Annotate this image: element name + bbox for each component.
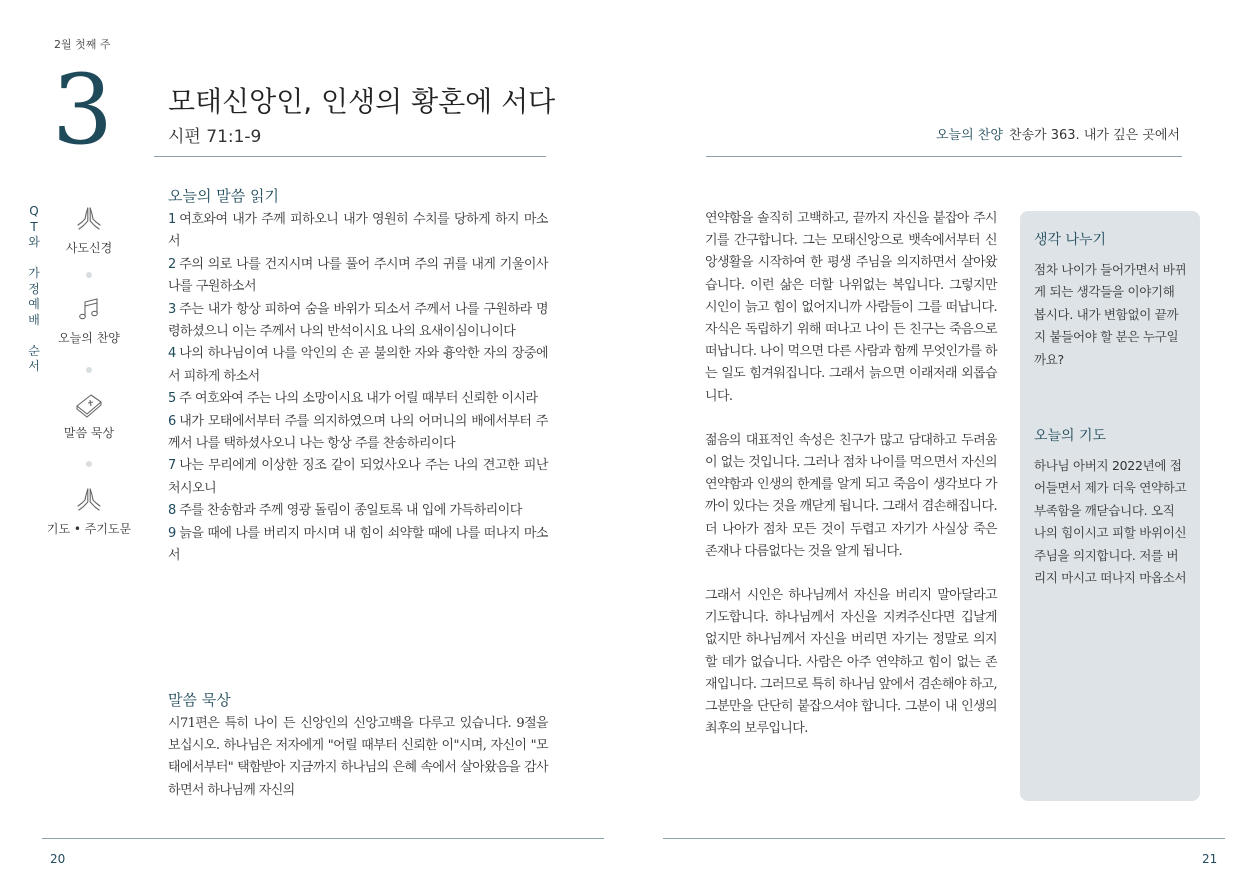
verse-number: 5	[168, 391, 177, 407]
footer-divider-right	[663, 838, 1225, 839]
praying-hands-icon	[75, 486, 103, 514]
verse: 9 늙을 때에 나를 버리지 마시며 내 힘이 쇠약할 때에 나를 떠나지 마소서	[168, 525, 548, 564]
side-dot	[86, 367, 92, 373]
meditation-text: 시71편은 특히 나이 든 신앙인의 신앙고백을 다루고 있습니다. 9절을 보십시오. 하나님은 저자에게 "어릴 때부터 신뢰한 이"시며, 자신이 "모태에서부터" 택함받아 지금까지 하나님의 은혜 속에서 살아왔음을 감사하면서 하나님께 자신의	[168, 716, 548, 798]
verse-number: 8	[168, 503, 177, 519]
footer-divider-left	[42, 838, 604, 839]
verse: 6 내가 모태에서부터 주를 의지하였으며 나의 어머니의 배에서부터 주께서 나를 택하셨사오니 나는 항상 주를 찬송하리이다	[168, 413, 548, 452]
bible-icon	[74, 392, 104, 418]
side-item-prayer	[39, 486, 139, 537]
todays-hymn	[936, 124, 1180, 143]
paragraph: 젊음의 대표적인 속성은 친구가 많고 담대하고 두려움이 없는 것입니다. 그러나 점차 나이를 먹으면서 자신의 연약함과 인생의 한계를 알게 되고 죽음이 생각보다 가까이 있다는 것을 깨닫게 됩니다. 그래서 겸손해집니다. 더 나아가 점차 모든 것이 두렵고 자기가 사실상 죽은 존재나 다름없다는 것을 알게 됩니다.	[705, 432, 997, 559]
verse: 7 나는 무리에게 이상한 징조 같이 되었사오나 주는 나의 견고한 피난처시오니	[168, 458, 548, 496]
verse: 5 주 여호와여 주는 나의 소망이시요 내가 어릴 때부터 신뢰한 이시라	[168, 391, 538, 407]
side-item-label: 기도 • 주기도문	[46, 522, 132, 536]
side-item-apostles-creed	[39, 205, 139, 256]
page-number-right: 21	[1202, 852, 1218, 866]
week-label: 2월 첫째 주	[54, 38, 111, 51]
day-number: 3	[52, 54, 114, 166]
verse: 4 나의 하나님이여 나를 악인의 손 곧 불의한 자와 흉악한 자의 장중에서 피하게 하소서	[168, 346, 548, 384]
side-item-meditation	[39, 392, 139, 441]
side-item-label: 말씀 묵상	[63, 426, 115, 440]
scripture-verses	[168, 209, 548, 568]
sidebar-box	[1020, 211, 1200, 801]
reading-heading: 오늘의 말씀 읽기	[168, 187, 279, 205]
verse-number: 3	[168, 301, 177, 317]
verse: 2 주의 의로 나를 건지시며 나를 풀어 주시며 주의 귀를 내게 기울이사 나를 구원하소서	[168, 256, 548, 295]
title-divider	[154, 156, 546, 157]
side-item-label: 사도신경	[65, 241, 113, 255]
paragraph: 연약함을 솔직히 고백하고, 끝까지 자신을 붙잡아 주시기를 간구합니다. 그는 모태신앙으로 뱃속에서부터 신앙생활을 시작하여 한 평생 주님을 의지하면서 살아왔습니다. 이런 삶은 더할 나위없는 복입니다. 그렇지만 시인이 늙고 힘이 없어지니까 사람들이 그를 떠납니다. 자식은 독립하기 위해 떠나고 나이 든 친구는 죽음으로 떠납니다. 나이 먹으면 다른 사람과 함께 무엇인가를 하는 일도 힘겨워집니다. 그래서 늙으면 이래저래 외롭습니다.	[705, 211, 997, 404]
prayer-text: 하나님 아버지 2022년에 접어들면서 제가 더욱 연약하고 부족함을 깨닫습니다. 오직 나의 힘이시고 피할 바위이신 주님을 의지합니다. 저를 버리지 마시고 떠나지 마옵소서	[1034, 458, 1187, 586]
verse-number: 7	[168, 458, 177, 474]
header-divider-right	[706, 156, 1182, 157]
verse-number: 6	[168, 413, 177, 429]
meditation-heading: 말씀 묵상	[168, 691, 231, 709]
scripture-reference: 시편 71:1-9	[168, 127, 262, 147]
verse-number: 2	[168, 256, 177, 272]
hymn-label: 오늘의 찬양	[936, 128, 1003, 143]
verse: 3 주는 내가 항상 피하여 숨을 바위가 되소서 주께서 나를 구원하라 명령하셨으니 이는 주께서 나의 반석이시요 나의 요새이심이니이다	[168, 301, 548, 340]
meditation-continued	[705, 208, 997, 762]
side-item-todays-hymn	[39, 297, 139, 346]
side-dot	[86, 461, 92, 467]
verse-number: 4	[168, 346, 177, 362]
page-title: 모태신앙인, 인생의 황혼에 서다	[168, 85, 556, 118]
verse-number: 1	[168, 212, 177, 227]
page-number-left: 20	[50, 852, 66, 866]
share-heading: 생각 나누기	[1034, 232, 1107, 248]
paragraph: 그래서 시인은 하나님께서 자신을 버리지 말아달라고 기도합니다. 하나님께서 자신을 지켜주신다면 깁날게 없지만 하나님께서 자신을 버리면 자기는 정말로 의지할 데가 없습니다. 사람은 아주 연약하고 힘이 없는 존재입니다. 그러므로 특히 하나님 앞에서 겸손해야 하고, 그분만을 단단히 붙잡으셔야 합니다. 그분이 내 인생의 최후의 보루입니다.	[705, 588, 997, 737]
side-item-label: 오늘의 찬양	[58, 331, 120, 345]
share-text: 점차 나이가 들어가면서 바뀌게 되는 생각들을 이야기해 봅시다. 내가 변함없이 끝까지 붙들어야 할 분은 누구일까요?	[1034, 262, 1187, 367]
prayer-heading: 오늘의 기도	[1034, 428, 1107, 445]
hymn-title: 찬송가 363. 내가 깊은 곳에서	[1008, 128, 1180, 143]
verse: 8 주를 찬송함과 주께 영광 돌림이 종일토록 내 입에 가득하리이다	[168, 503, 522, 519]
music-note-icon	[75, 297, 103, 323]
side-vertical-label: Q T 와 가 정 예 배 순 서	[28, 204, 40, 373]
verse-number: 9	[168, 525, 177, 541]
praying-hands-icon	[75, 205, 103, 233]
side-dot	[86, 272, 92, 278]
verse: 1 여호와여 내가 주께 피하오니 내가 영원히 수치를 당하게 하지 마소서	[168, 212, 548, 250]
